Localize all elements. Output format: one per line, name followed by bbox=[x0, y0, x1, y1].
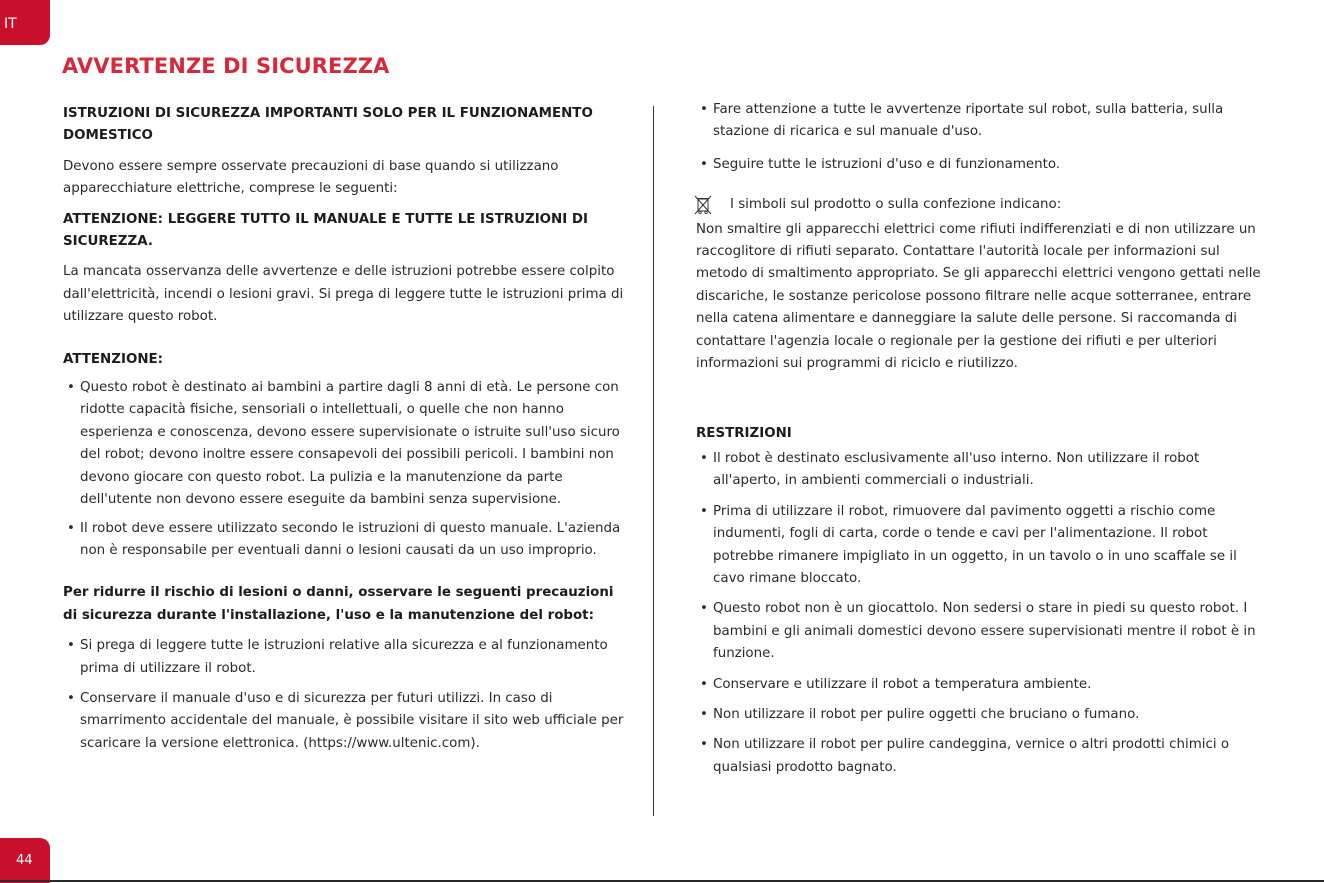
attention-list bbox=[63, 377, 628, 562]
language-tab: IT bbox=[0, 0, 50, 45]
list-item: • Non utilizzare il robot per pulire candeggina, vernice o altri prodotti chimici o qualsiasi prodotto bagnato. bbox=[696, 734, 1261, 779]
list-item: • Si prega di leggere tutte le istruzioni relative alla sicurezza e al funzionamento prima di utilizzare il robot. bbox=[63, 635, 628, 680]
list-item: • Conservare il manuale d'uso e di sicurezza per futuri utilizzi. In caso di smarrimento accidentale del manuale, è possibile visitare il sito web ufficiale per scaricare la versione elettronica. (https://www.ultenic.com). bbox=[63, 688, 628, 755]
precautions-list bbox=[63, 635, 628, 755]
disposal-paragraph: Non smaltire gli apparecchi elettrici come rifiuti indifferenziati e di non utilizzare un raccoglitore di rifiuti separato. Contattare l'autorità locale per informazioni sul metodo di smaltimento appropriato. Se gli apparecchi elettrici vengono gettati nelle discariche, le sostanze pericolose possono filtrare nelle acque sotterranee, entrare nella catena alimentare e danneggiare la salute delle persone. Si raccomanda di contattare l'agenzia locale o regionale per la gestione dei rifiuti e per ulteriori informazioni sui programmi di riciclo e riutilizzo. bbox=[696, 221, 1261, 372]
list-item: • Il robot è destinato esclusivamente all'uso interno. Non utilizzare il robot all'aperto, in ambienti commerciali o industriali. bbox=[696, 448, 1261, 493]
column-divider bbox=[653, 106, 654, 816]
heading-restrictions: RESTRIZIONI bbox=[696, 426, 792, 442]
list-item: • Conservare e utilizzare il robot a temperatura ambiente. bbox=[696, 674, 1261, 696]
heading-attention: ATTENZIONE: bbox=[63, 351, 164, 367]
restrictions-list bbox=[696, 448, 1261, 779]
symbol-row bbox=[696, 194, 1261, 216]
list-item: • Prima di utilizzare il robot, rimuovere dal pavimento oggetti a rischio come indumenti, fogli di carta, corde o tende e cavi per l'alimentazione. Il robot potrebbe rimanere impigliato in un oggetto, in un tavolo o in uno scaffale se il cavo rimane bloccato. bbox=[696, 501, 1261, 591]
heading-read-manual: ATTENZIONE: LEGGERE TUTTO IL MANUALE E TUTTE LE ISTRUZIONI DI SICUREZZA. bbox=[63, 211, 589, 250]
general-list bbox=[696, 99, 1261, 176]
list-item: • Non utilizzare il robot per pulire oggetti che bruciano o fumano. bbox=[696, 704, 1261, 726]
crossed-out-wheelie-bin-icon bbox=[694, 195, 712, 215]
warning-paragraph: La mancata osservanza delle avvertenze e delle istruzioni potrebbe essere colpito dall'elettricità, incendi o lesioni gravi. Si prega di leggere tutte le istruzioni prima di utilizzare questo robot. bbox=[63, 264, 624, 325]
heading-domestic-safety: ISTRUZIONI DI SICUREZZA IMPORTANTI SOLO PER IL FUNZIONAMENTO DOMESTICO bbox=[63, 106, 593, 144]
right-column bbox=[696, 99, 1261, 779]
list-item: • Seguire tutte le istruzioni d'uso e di funzionamento. bbox=[696, 154, 1261, 176]
list-item: • Questo robot è destinato ai bambini a partire dagli 8 anni di età. Le persone con ridotte capacità fisiche, sensoriali o intellettuali, o quelle che non hanno esperienza e conoscenza, devono essere supervisionate o istruite sull'uso sicuro del robot; devono inoltre essere consapevoli dei possibili pericoli. I bambini non devono giocare con questo robot. La pulizia e la manutenzione da parte dell'utente non devono essere eseguite da bambini senza supervisione. bbox=[63, 377, 628, 511]
intro-paragraph: Devono essere sempre osservate precauzioni di base quando si utilizzano apparecchiature elettriche, comprese le seguenti: bbox=[63, 158, 559, 197]
page-number: 44 bbox=[0, 838, 50, 883]
heading-precautions: Per ridurre il rischio di lesioni o danni, osservare le seguenti precauzioni di sicurezza durante l'installazione, l'uso e la manutenzione del robot: bbox=[63, 585, 614, 623]
symbol-label: I simboli sul prodotto o sulla confezione indicano: bbox=[730, 197, 1062, 213]
bottom-rule bbox=[0, 880, 1324, 882]
list-item: • Fare attenzione a tutte le avvertenze riportate sul robot, sulla batteria, sulla stazione di ricarica e sul manuale d'uso. bbox=[696, 99, 1261, 144]
list-item: • Questo robot non è un giocattolo. Non sedersi o stare in piedi su questo robot. I bambini e gli animali domestici devono essere supervisionati mentre il robot è in funzione. bbox=[696, 598, 1261, 665]
left-column bbox=[63, 103, 628, 755]
page-title: AVVERTENZE DI SICUREZZA bbox=[62, 54, 390, 78]
list-item: • Il robot deve essere utilizzato secondo le istruzioni di questo manuale. L'azienda non è responsabile per eventuali danni o lesioni causati da un uso improprio. bbox=[63, 518, 628, 563]
